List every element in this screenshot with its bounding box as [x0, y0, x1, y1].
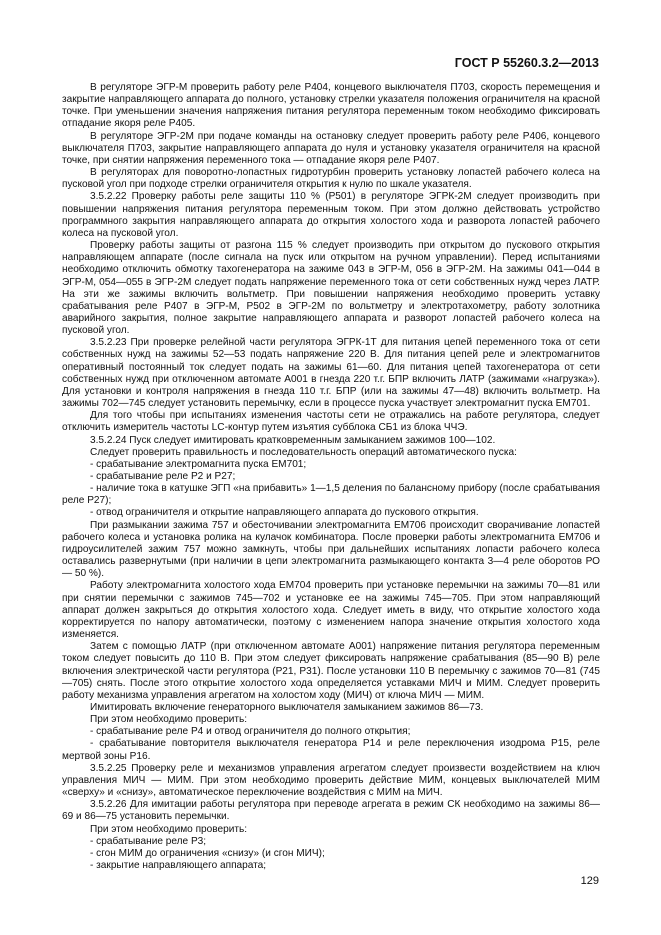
paragraph: Затем с помощью ЛАТР (при отключенном автомате А001) напряжение питания регулятора переменным током следует повысить до 110 В. При этом следует фиксировать напряжение срабатывания (85—90 В) реле включения электрической части регулятора (Р21, Р31). После установки 110 В перемычку с зажимов 70—81 (745—705) снять. После этого открытие холостого хода определяется уставками МИЧ и МИМ. Следует проверить работу механизма управления агрегатом на холостом ходу (МИЧ) от ключа МИЧ — МИМ.: [62, 641, 600, 701]
list-item: - наличие тока в катушке ЭГП «на прибавить» 1—1,5 деления по балансному прибору (после срабатывания реле Р27);: [62, 483, 600, 507]
list-item: - срабатывание электромагнита пуска ЕМ701;: [90, 458, 307, 470]
paragraph: Для того чтобы при испытаниях изменения частоты сети не отражались на работе регулятора, следует отключить измеритель частоты LC-контур путем изъятия субблока СБ1 из блока ЧЧЭ.: [62, 410, 600, 434]
paragraph: 3.5.2.23 При проверке релейной части регулятора ЭГРК-1Т для питания цепей переменного тока от сети собственных нужд на зажимы 52—53 подать напряжение 220 В. Для питания цепей реле и электромагнитов оперативный постоянный ток следует подать на зажимы 61—60. Для питания цепей тахогенератора от сети собственных нужд при отключенном автомате А001 в гнезда 220 т.г. БПР включить ЛАТР (зажимами «нагрузка»). Для установки и контроля напряжения в гнезда 110 т.г. БПР (или на зажимы 47—48) включить вольтметр. На зажимы 702—745 следует установить перемычку, если в процессе пуска участвует электромагнит пуска ЕМ701.: [62, 337, 600, 410]
document-body: [62, 82, 600, 872]
page-number: 129: [580, 875, 599, 887]
paragraph: В регуляторе ЭГР-2М при подаче команды на остановку следует проверить работу реле Р406, концевого выключателя П703, закрытие направляющего аппарата до нуля и установку указателя ограничителя на красной точке, при снятии напряжения переменного тока — отпадание якоря реле Р407.: [62, 130, 600, 166]
paragraph: При размыкании зажима 757 и обесточивании электромагнита ЕМ706 происходит сворачивание лопастей рабочего колеса и установка ролика на кулачок комбинатора. После проверки работы электромагнита ЕМ706 и гидроусилителей зажим 757 можно замкнуть, чтобы при дальнейших испытаниях лопасти рабочего колеса оставались развернутыми (при наличии в цепи электромагнита размыкающего контакта 3—4 реле оборотов РО — 50 %).: [62, 519, 600, 580]
list-item: - срабатывание реле Р4 и отвод ограничителя до полного открытия;: [90, 726, 411, 738]
paragraph: Работу электромагнита холостого хода ЕМ704 проверить при установке перемычки на зажимы 70—81 или при снятии перемычки с зажимов 745—702 и установке ее на зажимы 745—705. При этом направляющий аппарат должен закрыться до открытия холостого хода. Следует иметь в виду, что открытие холостого хода корректируется по напору автоматически, поэтому с изменением напора значение открытия холостого хода изменяется.: [62, 580, 600, 641]
paragraph: 3.5.2.24 Пуск следует имитировать кратковременным замыканием зажимов 100—102.: [90, 434, 496, 446]
paragraph: 3.5.2.26 Для имитации работы регулятора при переводе агрегата в режим СК необходимо на зажимы 86—69 и 86—75 установить перемычки.: [62, 799, 600, 823]
list-item: - закрытие направляющего аппарата;: [90, 860, 267, 871]
paragraph: В регуляторах для поворотно-лопастных гидротурбин проверить установку лопастей рабочего колеса на пусковой угол при подходе стрелки ограничителя открытия к нулю по шкале указателя.: [62, 167, 600, 191]
list-item: - срабатывание реле Р3;: [90, 835, 207, 847]
list-item: - отвод ограничителя и открытие направляющего аппарата до пускового открытия.: [90, 507, 479, 519]
paragraph: Следует проверить правильность и последовательность операций автоматического пуска:: [90, 446, 517, 458]
paragraph: При этом необходимо проверить:: [90, 714, 248, 726]
paragraph: Проверку работы защиты от разгона 115 % следует производить при открытом до пускового открытия направляющем аппарате (после сигнала на пуск или открытом на ручном управлении). Перед испытаниями необходимо отключить обмотку тахогенератора на зажиме 043 в ЭГР-М, 056 в ЭГР-2М. На зажимы 041—044 в ЭГР-М, 054—055 в ЭГР-2М следует подать напряжение переменного тока от сети собственных нужд через ЛАТР. На эти же зажимы включить вольтметр. При повышении напряжения необходимо проверить уставку срабатывания реле Р407 в ЭГР-М, Р502 в ЭГР-2М по вольтметру и электротахометру, работу золотника аварийного закрытия, полное закрытие направляющего аппарата и разворот лопастей рабочего колеса на пусковой угол.: [62, 240, 600, 337]
paragraph: 3.5.2.22 Проверку работы реле защиты 110 % (Р501) в регуляторе ЭГРК-2М следует производить при повышении напряжения питания регулятора переменным током. При этом должно действовать устройство программного закрытия направляющего аппарата до открытия холостого хода и разворота лопастей рабочего колеса на пусковой угол.: [62, 191, 600, 239]
paragraph: Имитировать включение генераторного выключателя замыканием зажимов 86—73.: [90, 701, 484, 713]
list-item: - срабатывание повторителя выключателя генератора Р14 и реле переключения изодрома Р15, реле мертвой зоны Р16.: [62, 738, 600, 762]
paragraph: При этом необходимо проверить:: [90, 823, 248, 835]
paragraph: В регуляторе ЭГР-М проверить работу реле Р404, концевого выключателя П703, скорость перемещения и закрытие направляющего аппарата до полного, установку стрелки указателя положения ограничителя на красной точке. При уменьшении значения напряжения питания регулятора переменным током необходимо фиксировать отпадание якоря реле Р405.: [62, 82, 600, 130]
paragraph: 3.5.2.25 Проверку реле и механизмов управления агрегатом следует произвести воздействием на ключ управления МИЧ — МИМ. При этом необходимо проверить действие МИМ, концевых выключателей МИМ «сверху» и «снизу», автоматическое переключение воздействия с МИМ на МИЧ.: [62, 762, 600, 799]
list-item: - срабатывание реле Р2 и Р27;: [90, 471, 236, 482]
standard-header: ГОСТ Р 55260.3.2—2013: [454, 56, 599, 70]
list-item: - сгон МИМ до ограничения «снизу» (и сгон МИЧ);: [90, 847, 325, 859]
